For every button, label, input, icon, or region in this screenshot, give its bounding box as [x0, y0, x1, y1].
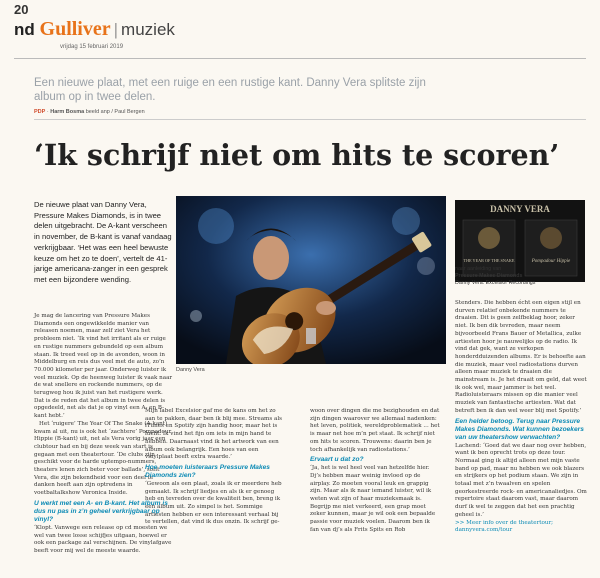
- paragraph: Lachend: ‘Goed dat we daar nog over hebben, want ik ben oprecht trots op deze tour. Normaal ging ik altijd alleen met mijn vaste band op pad, maar nu hebben we ook blazers en strijkers op het podium staan. We zijn in totaal met z’n twaalven en spelen georkestreerde rock- en americanaliedjes. Om repertoire staat daarom vast, maar daarom durf ik wel te zeggen dat het een prachtig geheel is.’: [455, 442, 587, 518]
- paragraph: woon over dingen die me bezighouden en dat zijn dingen waarover we allemaal nadenken: het leven, politiek, wereldproblematiek ... het is maar net hoe m’n pet staat. Ik schrijf niet om hits te scoren. Trouwens: daarin ben je toch afhankelijk van radiostations.’: [310, 408, 440, 453]
- masthead-prefix: nd: [14, 20, 35, 39]
- paragraph: ‘Ja, het is wel heel veel van hetzelfde hier. Dj’s hebben maar weinig invloed op de airplay. Zo moeten vooral leuk en grappig zijn. Maar als ik naar iemand luister, wil ik weten wat zijn of haar muzieksmaak is. Begrijp me niet verkeerd, een grap moet zeker kunnen, maar je wil ook een bepaalde passie voor muziek voelen. Daarom ben ik fan van dj’s als Frits Spits en Rob: [310, 465, 436, 533]
- byline-author: Harm Bosma: [50, 109, 85, 115]
- article-column-4: [455, 300, 587, 535]
- interview-question: Ervaart u dat zo?: [310, 456, 364, 464]
- artist-photo: [176, 196, 446, 364]
- paragraph: Mijn label Excelsior gaf me de kans om het zo aan te pakken, daar ben ik blij mee. Streams als iTunes en Spotify zijn handig hoor, maar het is lucht. Ik vind het fijn om iets in mijn hand te hebben. Daarnaast vind ik het artwork van een album ook belangrijk. Een hoes van een vinylplaat beeft extra waarde.’: [145, 408, 282, 461]
- lead-paragraph: De nieuwe plaat van Danny Vera, Pressure Makes Diamonds, is in twee delen uitgebracht. De A-kant verscheen in november, de B-kant is vanaf vandaag verkrijgbaar. ‘Het was een heel bewuste keuze om het zo te doen’, vertelt de 41-jarige americana-zanger in een gesprek met een bijzondere wending.: [34, 200, 172, 284]
- paragraph: Je mag de lancering van Pressure Makes Diamonds een ongewikkelde manier van releasen noemen, maar zelf ziet Vera het probleem niet. ‘Ik vind het irritant als er ruige en rustige nummers gebundeld op een album staan. Ik treed veel op in de avonden, woon in Middelburg en reis dus veel met de auto, zo’n 70.000 kilometer per jaar. Onderweg luister ik veel muziek. Op de heenweg luister ik vaak naar de wat snellere en rockende nummers, op de terugweg hou ik juist van het rustigere werk. Dat is de reden dat het album in twee delen is opgedeeld, net als dat je op vinyl een A- en B-kant hebt.’: [34, 313, 173, 420]
- byline-divider: [34, 119, 586, 120]
- interview-question: U werkt met een A- en B-kant. Het album is dus nu pas in z’n geheel verkrijgbaar op vinyl?: [34, 499, 168, 523]
- album-cover-a-title: THE YEAR OF THE SNAKE: [463, 258, 515, 263]
- headline: ‘Ik schrijf niet om hits te scoren’: [34, 138, 560, 172]
- intro-text: Een nieuwe plaat, met een ruige en een rustige kant. Danny Vera splitste zijn album op in twee delen.: [34, 77, 426, 103]
- tour-info-link[interactable]: dannyvera.com/tour: [455, 527, 513, 534]
- album-caption-title: Pressure Makes Diamonds: [455, 273, 523, 279]
- byline: PDP · Harm Bosma beeld anp / Paul Bergen: [34, 109, 145, 115]
- paragraph: Stenders. Die hebben écht een eigen stijl en durven relatief onbekende nummers te draaien. Dit is geen zelfbeklag hoor, zeker niet. Ik ben dik tevreden, maar neem bijvoorbeeld Frans Bauer of Metallica, zulke artiesten hoor je nauwelijks op de radio. Ik vind dat gek, want ze verkopen honderdduizenden albums. Er is behoefte aan die muziek, maar veel radiostations durven alleen maar muziek te draaien die mainstream is. Je het draait om geld, dat weet ik ook wel, maar jammer is het wel. Radioluisteraars missen op die manier veel muziek van fantastische artiesten. Wat dat betreft ben ik dan wel weer blij met Spotify.’: [455, 300, 587, 414]
- issue-date: vrijdag 15 februari 2019: [60, 44, 124, 50]
- album-caption-intro: naar aanleiding van: [455, 266, 502, 272]
- article-column-3: [310, 408, 440, 535]
- tour-info-link-label: >> Meer info over de theatertour;: [455, 519, 554, 526]
- masthead-brand: Gulliver: [39, 18, 111, 40]
- masthead-section: muziek: [121, 20, 175, 39]
- byline-label: PDP: [34, 109, 46, 115]
- album-cover-b-title: Pompadour Hippie: [531, 259, 571, 264]
- interview-question: Een helder betoog. Terug naar Pressure Makes Diamonds. Wat kunnen bezoekers van uw theatershow verwachten?: [455, 417, 584, 441]
- masthead: [14, 18, 175, 41]
- article-column-2: [145, 408, 285, 527]
- album-cover-artist: DANNY VERA: [490, 204, 550, 214]
- photo-caption: Danny Vera: [176, 367, 205, 373]
- masthead-divider: [14, 58, 586, 59]
- paragraph: ‘Klopt. Vanwege een release op cd moesten we wel van twee losse schijfjes uitgaan, hoewel er ook een package zal verschijnen. De vinylafgave beeft voor mij wel de meeste waarde.: [34, 524, 172, 554]
- paragraph: Het ‘ruigere’ The Year Of The Snake (A-kant) kwam al uit, nu is ook het ‘zachtere’ Pompadour Hippie (B-kant) uit, net als Vera vorig jaar een clubtour had en bij deze week van start is gegaan met een theatertour. ‘De clubs zijn geschikt voor de harde uptempo-nummers, theaters lenen zich beter voor ballads’, stelt Vera, die zijn bekendheid voor een deel te danken heeft aan zijn optredens in voetbaltalkshow Veronica Inside.: [34, 420, 172, 497]
- page-number: 20: [14, 2, 29, 17]
- interview-question: Hoe moeten luisteraars Pressure Makes Diamonds zien?: [145, 463, 270, 479]
- paragraph: ‘Gewoon als een plaat, zoals ik er meerdere heb gemaakt. Ik schrijf liedjes en als ik er genoeg heb en tevreden over de kwaliteit ben, breng ik een album uit. Zo simpel is het. Sommige artiesten hebben er een interessant verhaal bij te vertellen, dat vind ik dus onzin. Ik schrijf ge-: [145, 480, 282, 526]
- masthead-separator: |: [113, 20, 119, 39]
- byline-credit: beeld anp / Paul Bergen: [85, 109, 145, 115]
- album-caption-label: Danny Vera. Excelsior Recordings: [455, 280, 536, 286]
- album-caption: [455, 266, 587, 287]
